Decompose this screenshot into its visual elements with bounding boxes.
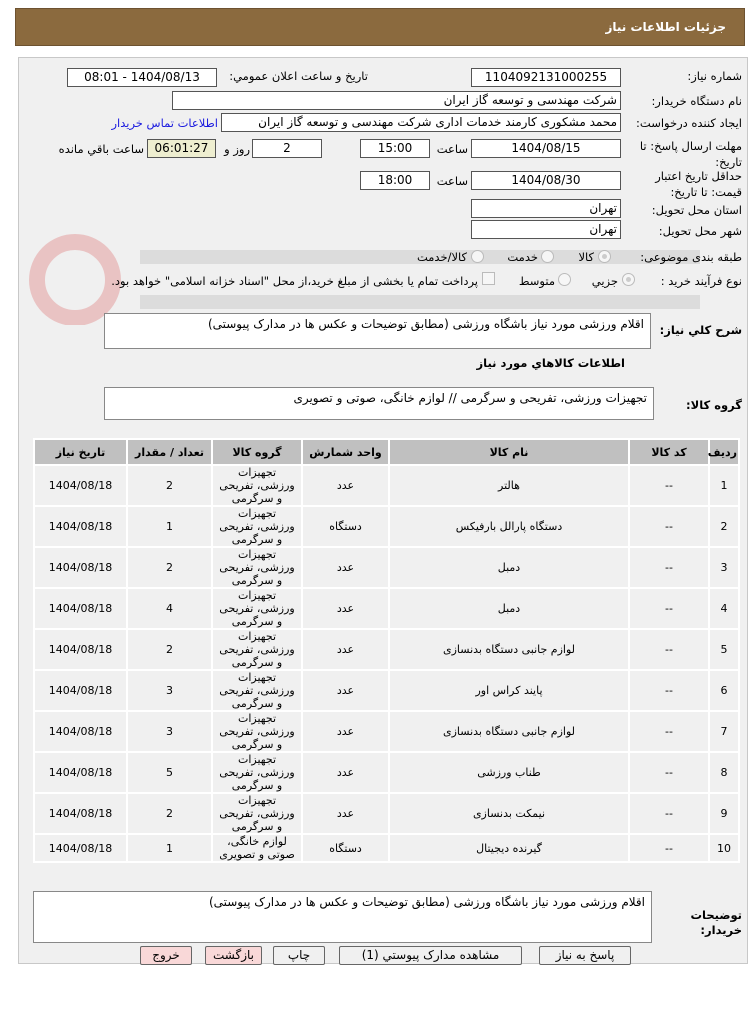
days-field: 2 (252, 139, 322, 158)
category-service-radio[interactable] (541, 250, 554, 263)
process-minor-label: جزيي (591, 274, 618, 288)
contact-info-link[interactable]: اطلاعات تماس خريدار (111, 116, 218, 130)
creator-field: محمد مشکوری کارمند خدمات اداری شرکت مهندسی و توسعه گاز ایران (221, 113, 621, 132)
table-cell: تجهیزات ورزشی، تفریحی و سرگرمی (213, 548, 301, 587)
description-textarea[interactable]: اقلام ورزشی مورد نیاز باشگاه ورزشی (مطابق توضیحات و عکس ها در مدارک پیوستی) (104, 313, 651, 349)
table-cell: گیرنده دیجیتال (390, 835, 628, 861)
process-medium-radio[interactable] (558, 273, 571, 286)
table-cell: عدد (303, 589, 388, 628)
table-cell: نیمکت بدنسازی (390, 794, 628, 833)
table-cell: -- (630, 753, 708, 792)
table-row (35, 507, 738, 546)
table-cell: 1404/08/18 (35, 507, 126, 546)
back-button[interactable]: بازگشت (205, 946, 262, 965)
table-cell: -- (630, 548, 708, 587)
table-cell: 1 (128, 835, 211, 861)
table-cell: -- (630, 712, 708, 751)
announce-field: 1404/08/13 - 08:01 (67, 68, 217, 87)
table-cell: 3 (128, 671, 211, 710)
category-label: طبقه بندی موضوعی: (640, 250, 742, 264)
column-header: تعداد / مقدار (128, 440, 211, 464)
validity-time-label: ساعت (436, 174, 468, 188)
column-header: کد کالا (630, 440, 708, 464)
validity-label: حداقل تاريخ اعتبار قيمت: تا تاريخ: (655, 169, 742, 199)
table-cell: عدد (303, 712, 388, 751)
buyer-field: شرکت مهندسی و توسعه گاز ایران (172, 91, 621, 110)
table-cell: لوازم خانگی، صوتی و تصویری (213, 835, 301, 861)
table-row (35, 589, 738, 628)
table-header-row (35, 440, 738, 464)
table-cell: 8 (710, 753, 738, 792)
table-cell: 4 (710, 589, 738, 628)
table-row (35, 671, 738, 710)
table-cell: -- (630, 507, 708, 546)
table-cell: هالتر (390, 466, 628, 505)
page-title: جزئيات اطلاعات نياز (605, 20, 726, 34)
table-cell: تجهیزات ورزشی، تفریحی و سرگرمی (213, 712, 301, 751)
table-cell: تجهیزات ورزشی، تفریحی و سرگرمی (213, 589, 301, 628)
table-cell: 1404/08/18 (35, 466, 126, 505)
validity-date-field: 1404/08/30 (471, 171, 621, 190)
table-cell: عدد (303, 548, 388, 587)
group-label: گروه کالا: (686, 398, 742, 412)
goods-section-title: اطلاعات کالاهاي مورد نياز (476, 356, 625, 370)
days-label: روز و (224, 142, 250, 156)
creator-label: ايجاد کننده درخواست: (636, 116, 742, 130)
table-cell: تجهیزات ورزشی، تفریحی و سرگرمی (213, 630, 301, 669)
table-cell: 1404/08/18 (35, 794, 126, 833)
table-cell: تجهیزات ورزشی، تفریحی و سرگرمی (213, 753, 301, 792)
treasury-note: پرداخت تمام يا بخشی از مبلغ خريد،از محل "اسناد خزانه اسلامی" خواهد بود. (111, 274, 478, 288)
group-textarea[interactable]: تجهیزات ورزشی، تفریحی و سرگرمی // لوازم خانگی، صوتی و تصویری (104, 387, 654, 420)
deadline-time-label: ساعت (436, 142, 468, 156)
table-cell: تجهیزات ورزشی، تفریحی و سرگرمی (213, 671, 301, 710)
city-label: شهر محل تحويل: (658, 224, 742, 238)
table-cell: عدد (303, 794, 388, 833)
need-number-label: شماره نياز: (687, 69, 742, 83)
category-goods-radio[interactable] (598, 250, 611, 263)
table-cell: پایند کراس اور (390, 671, 628, 710)
table-cell: -- (630, 466, 708, 505)
table-cell: دمبل (390, 589, 628, 628)
announce-label: تاريخ و ساعت اعلان عمومي: (229, 69, 368, 83)
table-cell: لوازم جانبی دستگاه بدنسازی (390, 630, 628, 669)
column-header: واحد شمارش (303, 440, 388, 464)
table-cell: 5 (128, 753, 211, 792)
table-row (35, 466, 738, 505)
city-field: تهران (471, 220, 621, 239)
table-cell: 1404/08/18 (35, 835, 126, 861)
table-cell: 2 (128, 548, 211, 587)
deadline-label: مهلت ارسال پاسخ: تا تاريخ: (639, 139, 742, 169)
process-label: نوع فرآيند خريد : (660, 274, 742, 288)
table-cell: 2 (128, 794, 211, 833)
category-goods-label: کالا (578, 250, 594, 264)
table-cell: عدد (303, 671, 388, 710)
exit-button[interactable]: خروج (140, 946, 192, 965)
column-header: تاريخ نياز (35, 440, 126, 464)
need-number-field: 1104092131000255 (471, 68, 621, 87)
table-row (35, 835, 738, 861)
table-cell: دستگاه (303, 835, 388, 861)
category-both-radio[interactable] (471, 250, 484, 263)
category-both-label: کالا/خدمت (416, 250, 467, 264)
view-attachments-button[interactable]: مشاهده مدارک پيوستي (1) (339, 946, 522, 965)
table-cell: 9 (710, 794, 738, 833)
column-header: نام کالا (390, 440, 628, 464)
table-cell: -- (630, 794, 708, 833)
table-cell: 1 (710, 466, 738, 505)
buyer-label: نام دستگاه خريدار: (651, 94, 742, 108)
remaining-time-field: 06:01:27 (147, 139, 216, 158)
page-header (15, 8, 745, 46)
table-cell: 2 (128, 466, 211, 505)
table-cell: -- (630, 589, 708, 628)
table-cell: 3 (710, 548, 738, 587)
deadline-time-field: 15:00 (360, 139, 430, 158)
print-button[interactable]: چاپ (273, 946, 325, 965)
table-cell: 6 (710, 671, 738, 710)
province-label: استان محل تحويل: (651, 203, 742, 217)
remaining-label: ساعت باقي مانده (58, 142, 144, 156)
table-row (35, 753, 738, 792)
table-cell: 1404/08/18 (35, 630, 126, 669)
table-cell: 3 (128, 712, 211, 751)
process-medium-label: متوسط (518, 274, 555, 288)
table-row (35, 630, 738, 669)
table-cell: تجهیزات ورزشی، تفریحی و سرگرمی (213, 794, 301, 833)
table-cell: 2 (710, 507, 738, 546)
table-cell: تجهیزات ورزشی، تفریحی و سرگرمی (213, 507, 301, 546)
table-cell: -- (630, 835, 708, 861)
table-cell: 1404/08/18 (35, 671, 126, 710)
column-header: رديف (710, 440, 738, 464)
table-cell: دمبل (390, 548, 628, 587)
table-row (35, 548, 738, 587)
validity-time-field: 18:00 (360, 171, 430, 190)
table-cell: -- (630, 630, 708, 669)
province-field: تهران (471, 199, 621, 218)
table-cell: 1404/08/18 (35, 753, 126, 792)
category-service-label: خدمت (507, 250, 538, 264)
table-cell: دستگاه (303, 507, 388, 546)
table-cell: عدد (303, 466, 388, 505)
table-cell: طناب ورزشی (390, 753, 628, 792)
table-cell: 10 (710, 835, 738, 861)
table-cell: عدد (303, 753, 388, 792)
goods-table (33, 438, 740, 863)
table-cell: 2 (128, 630, 211, 669)
buyer-notes-label: توضيحات خريدار: (690, 908, 742, 937)
column-header: گروه کالا (213, 440, 301, 464)
process-minor-radio[interactable] (622, 273, 635, 286)
table-row (35, 712, 738, 751)
description-label: شرح کلي نياز: (659, 323, 742, 337)
table-cell: 1404/08/18 (35, 589, 126, 628)
table-cell: عدد (303, 630, 388, 669)
table-cell: لوازم جانبی دستگاه بدنسازی (390, 712, 628, 751)
table-cell: 5 (710, 630, 738, 669)
table-cell: 4 (128, 589, 211, 628)
treasury-checkbox[interactable] (482, 272, 495, 285)
table-cell: -- (630, 671, 708, 710)
table-cell: 7 (710, 712, 738, 751)
reply-button[interactable]: پاسخ به نياز (539, 946, 631, 965)
table-row (35, 794, 738, 833)
buyer-notes-textarea[interactable]: اقلام ورزشی مورد نیاز باشگاه ورزشی (مطابق توضیحات و عکس ها در مدارک پیوستی) (33, 891, 652, 943)
table-cell: 1 (128, 507, 211, 546)
table-cell: دستگاه پارالل بارفیکس (390, 507, 628, 546)
table-cell: تجهیزات ورزشی، تفریحی و سرگرمی (213, 466, 301, 505)
table-cell: 1404/08/18 (35, 548, 126, 587)
table-cell: 1404/08/18 (35, 712, 126, 751)
deadline-date-field: 1404/08/15 (471, 139, 621, 158)
